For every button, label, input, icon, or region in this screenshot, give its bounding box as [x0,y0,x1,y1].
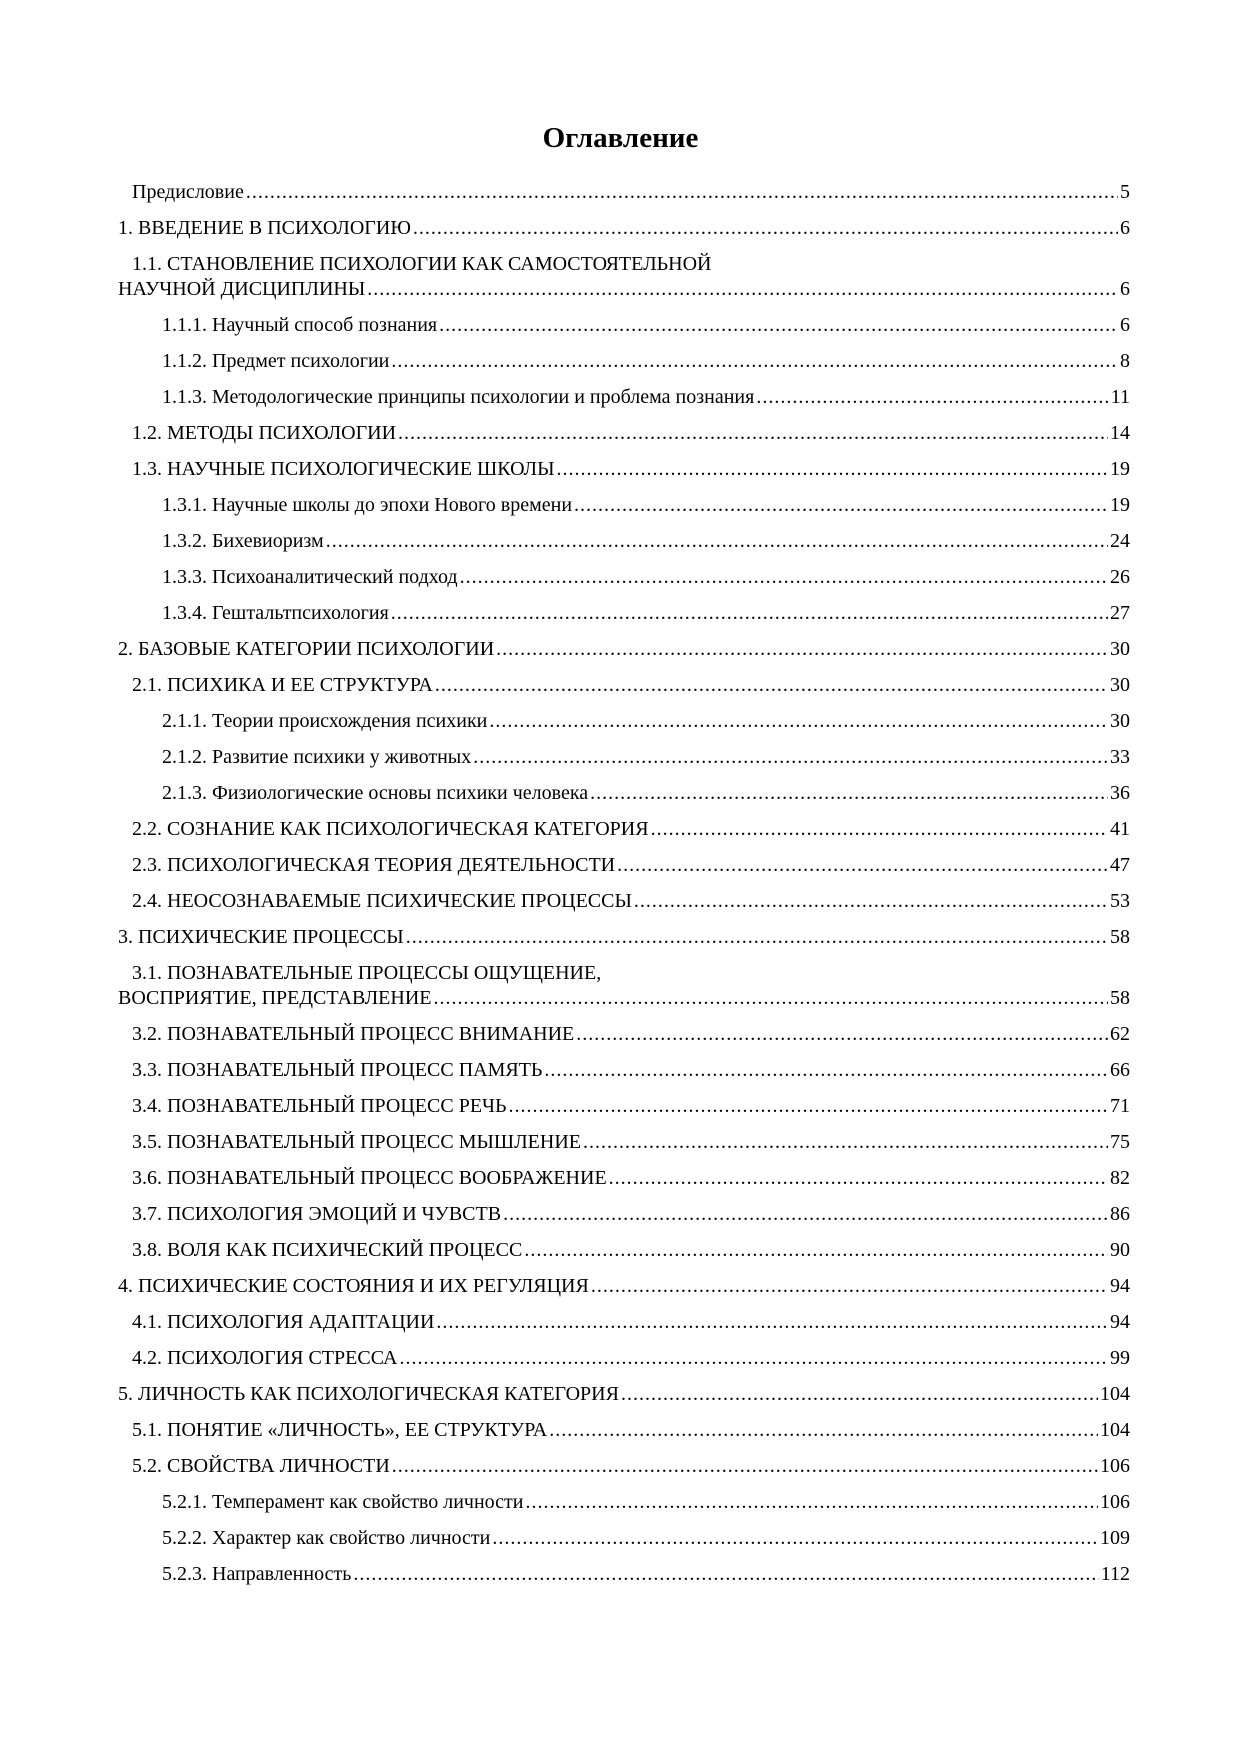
toc-entry-row [118,1382,1130,1407]
toc-entry[interactable] [118,781,1130,806]
toc-entry-row [162,529,1130,554]
toc-entry[interactable] [118,637,1130,662]
toc-dot-leader [526,1490,1098,1515]
toc-entry-title: 1. ВВЕДЕНИЕ В ПСИХОЛОГИЮ [118,217,411,239]
toc-entry[interactable] [118,349,1130,374]
toc-entry[interactable] [118,493,1130,518]
toc-entry-row [132,1418,1130,1443]
toc-dot-leader [434,986,1109,1011]
toc-page-number: 30 [1110,638,1130,660]
toc-dot-leader [391,349,1118,374]
toc-entry-row [132,1058,1130,1083]
toc-dot-leader [503,1202,1108,1227]
toc-entry[interactable] [118,1058,1130,1083]
toc-page-number: 94 [1110,1311,1130,1333]
toc-entry-row [132,457,1130,482]
toc-entry[interactable] [118,1094,1130,1119]
toc-page-number: 6 [1120,314,1130,336]
toc-entry-title: ВОСПРИЯТИЕ, ПРЕДСТАВЛЕНИЕ [118,987,432,1009]
toc-entry[interactable] [118,817,1130,842]
toc-entry-title: 3.4. ПОЗНАВАТЕЛЬНЫЙ ПРОЦЕСС РЕЧЬ [132,1095,507,1117]
toc-page-number: 6 [1120,278,1130,300]
toc-entry-row [162,349,1130,374]
toc-dot-leader [756,385,1108,410]
toc-entry[interactable] [118,1022,1130,1047]
toc-dot-leader [399,1346,1108,1371]
toc-entry-title: Предисловие [132,181,244,203]
toc-dot-leader [496,637,1108,662]
toc-entry-title-line1: 3.1. ПОЗНАВАТЕЛЬНЫЕ ПРОЦЕССЫ ОЩУЩЕНИЕ, [132,962,602,984]
toc-page-number: 27 [1110,602,1130,624]
toc-page-number: 62 [1110,1023,1130,1045]
toc-dot-leader [576,1022,1108,1047]
toc-dot-leader [509,1094,1108,1119]
toc-dot-leader [524,1238,1108,1263]
toc-entry-row [162,781,1130,806]
toc-entry-row [132,889,1130,914]
toc-dot-leader [246,180,1118,205]
toc-dot-leader [392,1454,1098,1479]
toc-entry[interactable] [118,1202,1130,1227]
toc-dot-leader [406,925,1108,950]
toc-entry-title: 4.2. ПСИХОЛОГИЯ СТРЕССА [132,1347,398,1369]
toc-dot-leader [391,601,1108,626]
toc-entry-title: 4. ПСИХИЧЕСКИЕ СОСТОЯНИЯ И ИХ РЕГУЛЯЦИЯ [118,1275,589,1297]
toc-entry[interactable] [118,1382,1130,1407]
toc-entry-row [132,1022,1130,1047]
toc-page-number: 71 [1110,1095,1130,1117]
toc-dot-leader [489,709,1108,734]
toc-page-number: 6 [1120,217,1130,239]
toc-page-number: 19 [1110,458,1130,480]
toc-entry-title: 1.1.3. Методологические принципы психологии и проблема познания [162,386,755,408]
toc-entry-row [132,1454,1130,1479]
toc-page-number: 104 [1100,1419,1130,1441]
toc-page-number: 104 [1100,1383,1130,1405]
toc-entry[interactable] [118,961,1130,1011]
toc-entry-title: 2. БАЗОВЫЕ КАТЕГОРИИ ПСИХОЛОГИИ [118,638,495,660]
toc-entry-title: 5.2.2. Характер как свойство личности [162,1527,491,1549]
toc-dot-leader [634,889,1108,914]
toc-dot-leader [583,1130,1108,1155]
toc-page-number: 109 [1100,1527,1130,1549]
toc-entry-title: 2.1.3. Физиологические основы психики человека [162,782,589,804]
toc-entry[interactable] [118,889,1130,914]
toc-entry-row [162,1562,1130,1587]
toc-page-number: 94 [1110,1275,1130,1297]
toc-page-number: 30 [1110,710,1130,732]
toc-entry-row [132,1130,1130,1155]
toc-entry-row [132,1238,1130,1263]
toc-dot-leader [473,745,1108,770]
toc-page-number: 75 [1110,1131,1130,1153]
toc-entry-row [118,986,1130,1011]
toc-page-number: 24 [1110,530,1130,552]
toc-entry-row [132,1094,1130,1119]
toc-entry-title: 5.2. СВОЙСТВА ЛИЧНОСТИ [132,1455,390,1477]
toc-entry-row [132,180,1130,205]
toc-entry-row [132,817,1130,842]
toc-entry-title: 5.2.3. Направленность [162,1563,352,1585]
toc-entry-title: 3.5. ПОЗНАВАТЕЛЬНЫЙ ПРОЦЕСС МЫШЛЕНИЕ [132,1131,581,1153]
toc-entry[interactable] [118,1490,1130,1515]
toc-entry-row [162,1526,1130,1551]
toc-dot-leader [435,673,1108,698]
toc-page-number: 99 [1110,1347,1130,1369]
toc-entry[interactable] [118,1562,1130,1587]
toc-entry-title: 3.7. ПСИХОЛОГИЯ ЭМОЦИЙ И ЧУВСТВ [132,1203,502,1225]
toc-dot-leader [609,1166,1108,1191]
toc-dot-leader [413,216,1118,241]
toc-page-number: 53 [1110,890,1130,912]
toc-entry-row [118,216,1130,241]
toc-entry-title: 3.2. ПОЗНАВАТЕЛЬНЫЙ ПРОЦЕСС ВНИМАНИЕ [132,1023,575,1045]
toc-entry[interactable] [118,529,1130,554]
toc-entry[interactable] [118,421,1130,446]
toc-page-number: 26 [1110,566,1130,588]
toc-entry-row [162,385,1130,410]
toc-entry-title: 3.6. ПОЗНАВАТЕЛЬНЫЙ ПРОЦЕСС ВООБРАЖЕНИЕ [132,1167,607,1189]
toc-entry-title: 5. ЛИЧНОСТЬ КАК ПСИХОЛОГИЧЕСКАЯ КАТЕГОРИЯ [118,1383,619,1405]
toc-page-number: 106 [1100,1491,1130,1513]
toc-entry-row [118,1274,1130,1299]
toc-entry-row [132,1166,1130,1191]
toc-page-number: 66 [1110,1059,1130,1081]
toc-dot-leader [651,817,1108,842]
toc-entry-title: 1.3.4. Гештальтпсихология [162,602,389,624]
toc-entry[interactable] [118,180,1130,205]
toc-page-number: 14 [1110,422,1130,444]
toc-entry[interactable] [118,745,1130,770]
toc-entry-title: 5.1. ПОНЯТИЕ «ЛИЧНОСТЬ», ЕЕ СТРУКТУРА [132,1419,548,1441]
toc-dot-leader [460,565,1108,590]
toc-dot-leader [326,529,1108,554]
toc-entry[interactable] [118,216,1130,241]
toc-entry-row [132,1202,1130,1227]
toc-entry-row [132,421,1130,446]
toc-entry-title: НАУЧНОЙ ДИСЦИПЛИНЫ [118,278,366,300]
toc-entry-row [118,637,1130,662]
toc-page-number: 90 [1110,1239,1130,1261]
toc-entry-title: 2.4. НЕОСОЗНАВАЕМЫЕ ПСИХИЧЕСКИЕ ПРОЦЕССЫ [132,890,632,912]
toc-entry[interactable] [118,1346,1130,1371]
page-title: Оглавление [542,122,699,154]
toc-dot-leader [436,1310,1108,1335]
toc-entry[interactable] [118,673,1130,698]
toc-entry-title: 1.3.3. Психоаналитический подход [162,566,458,588]
toc-entry[interactable] [118,925,1130,950]
toc-entry[interactable] [118,853,1130,878]
table-of-contents [118,180,1130,1598]
toc-page-number: 58 [1110,926,1130,948]
toc-page-number: 33 [1110,746,1130,768]
toc-dot-leader [398,421,1108,446]
toc-dot-leader [621,1382,1098,1407]
toc-entry-row [162,493,1130,518]
toc-entry-row [132,1310,1130,1335]
toc-entry[interactable] [118,565,1130,590]
toc-entry-title: 1.3.2. Бихевиоризм [162,530,324,552]
toc-entry-row [132,1346,1130,1371]
toc-dot-leader [492,1526,1098,1551]
toc-dot-leader [557,457,1108,482]
toc-entry-title: 2.1.1. Теории происхождения психики [162,710,488,732]
toc-entry[interactable] [118,1418,1130,1443]
toc-page-number: 30 [1110,674,1130,696]
toc-entry-row [162,1490,1130,1515]
toc-dot-leader [549,1418,1098,1443]
toc-page-number: 86 [1110,1203,1130,1225]
toc-entry[interactable] [118,457,1130,482]
toc-entry-title: 3.8. ВОЛЯ КАК ПСИХИЧЕСКИЙ ПРОЦЕСС [132,1239,523,1261]
toc-entry[interactable] [118,1166,1130,1191]
toc-page-number: 19 [1110,494,1130,516]
toc-entry-title: 2.1.2. Развитие психики у животных [162,746,472,768]
toc-entry[interactable] [118,601,1130,626]
toc-dot-leader [591,1274,1108,1299]
toc-dot-leader [574,493,1108,518]
toc-entry-row [132,853,1130,878]
toc-entry-title: 4.1. ПСИХОЛОГИЯ АДАПТАЦИИ [132,1311,435,1333]
toc-entry[interactable] [118,1238,1130,1263]
toc-dot-leader [590,781,1108,806]
toc-entry-title: 1.3.1. Научные школы до эпохи Нового времени [162,494,573,516]
toc-dot-leader [617,853,1108,878]
toc-entry-row [118,277,1130,302]
toc-entry-title: 2.2. СОЗНАНИЕ КАК ПСИХОЛОГИЧЕСКАЯ КАТЕГОРИЯ [132,818,649,840]
toc-page-number: 82 [1110,1167,1130,1189]
toc-entry[interactable] [118,252,1130,302]
toc-entry-title-line1: 1.1. СТАНОВЛЕНИЕ ПСИХОЛОГИИ КАК САМОСТОЯТЕЛЬНОЙ [132,253,712,275]
toc-dot-leader [544,1058,1108,1083]
toc-entry-title: 1.1.2. Предмет психологии [162,350,390,372]
toc-dot-leader [353,1562,1098,1587]
toc-page-number: 47 [1110,854,1130,876]
toc-entry-row [162,745,1130,770]
toc-entry-title: 2.1. ПСИХИКА И ЕЕ СТРУКТУРА [132,674,433,696]
toc-entry[interactable] [118,709,1130,734]
toc-page-number: 36 [1110,782,1130,804]
toc-entry-title: 3. ПСИХИЧЕСКИЕ ПРОЦЕССЫ [118,926,404,948]
toc-page-number: 8 [1120,350,1130,372]
toc-entry-title: 2.3. ПСИХОЛОГИЧЕСКАЯ ТЕОРИЯ ДЕЯТЕЛЬНОСТИ [132,854,616,876]
toc-entry[interactable] [118,1130,1130,1155]
toc-entry[interactable] [118,385,1130,410]
toc-dot-leader [439,313,1118,338]
toc-entry[interactable] [118,1454,1130,1479]
toc-page-number: 106 [1100,1455,1130,1477]
toc-page-number: 5 [1120,181,1130,203]
toc-entry-row [162,565,1130,590]
toc-entry-row [132,673,1130,698]
toc-page-number: 11 [1110,386,1130,408]
toc-entry-row [162,601,1130,626]
toc-dot-leader [367,277,1118,302]
toc-entry[interactable] [118,1310,1130,1335]
toc-entry-title: 3.3. ПОЗНАВАТЕЛЬНЫЙ ПРОЦЕСС ПАМЯТЬ [132,1059,543,1081]
toc-page-number: 58 [1110,987,1130,1009]
toc-page-number: 112 [1100,1563,1130,1585]
toc-entry-row [162,709,1130,734]
toc-entry[interactable] [118,1274,1130,1299]
toc-entry-row [162,313,1130,338]
toc-entry-title: 1.3. НАУЧНЫЕ ПСИХОЛОГИЧЕСКИЕ ШКОЛЫ [132,458,555,480]
toc-page-number: 41 [1110,818,1130,840]
toc-entry-title: 1.1.1. Научный способ познания [162,314,438,336]
toc-entry-title: 5.2.1. Темперамент как свойство личности [162,1491,524,1513]
toc-entry[interactable] [118,1526,1130,1551]
toc-entry-title: 1.2. МЕТОДЫ ПСИХОЛОГИИ [132,422,397,444]
toc-entry-row [118,925,1130,950]
toc-entry[interactable] [118,313,1130,338]
